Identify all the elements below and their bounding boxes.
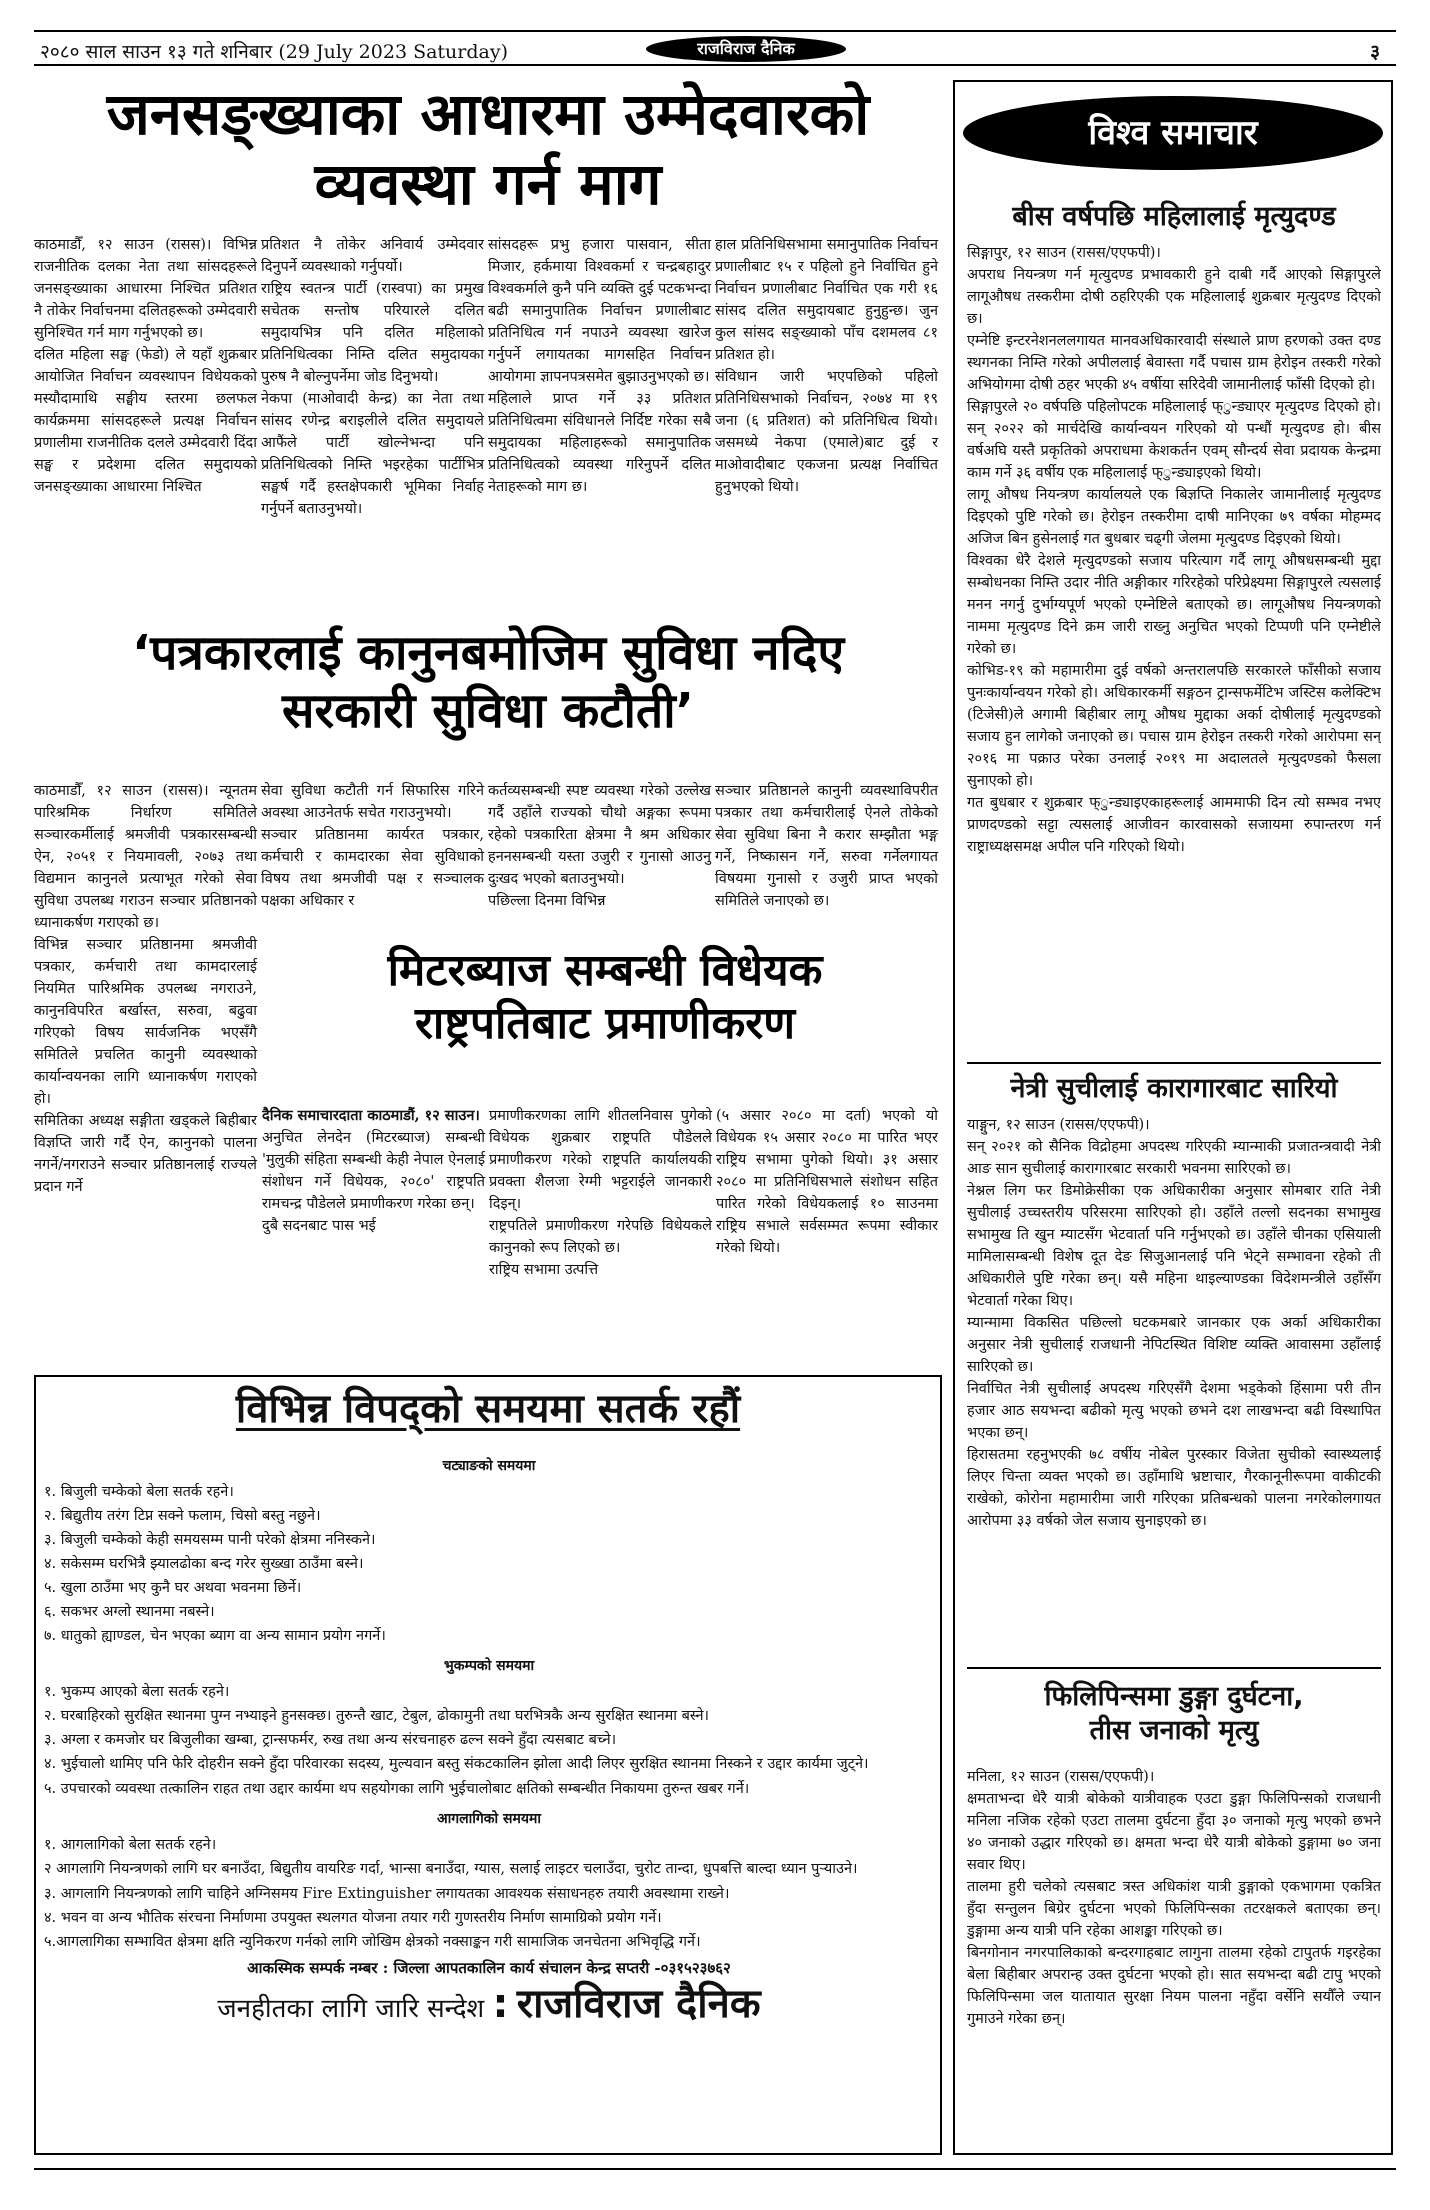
story3-paragraph: प्रमाणीकरणका लागि शीतलनिवास पुगेको विधेयक शुक्रबार राष्ट्रपति पौडेलले प्रमाणीकरण गरेको राष्ट्रपति कार्यालयकी प्रवक्ता शैलजा रेग्मी भट्टराईले जानकारी दिइन्। (489, 1108, 712, 1212)
list-item: ३. बिजुली चम्केको केही समयसम्म पानी परेको क्षेत्रमा ननिस्कने। (44, 1532, 376, 1548)
world-story3-paragraph: मनिला, १२ साउन (रासस/एएफपी)। (967, 1769, 1155, 1785)
story2-paragraph: पछिल्ला दिनमा विभिन्न (488, 893, 606, 909)
world-story1-paragraph: गत बुधबार र शुक्रबार फ्ुन्ड्याइएकाहरूलाई आममाफी दिन त्यो सम्भव नभए प्राणदण्डको सट्टा त्यसलाई आजीवन कारवासको सजायमा रुपान्तरण गर्न राष्ट्राध्यक्षसमक्ष अपील पनि गरिएको थियो। (967, 795, 1381, 855)
alert-section-heading: चट्याङको समयमा (442, 1458, 536, 1474)
list-item: १. भुकम्प आएको बेला सतर्क रहने। (44, 1684, 230, 1700)
story1-paragraph: महिलाले प्राप्त गर्ने ३३ प्रतिशत प्रतिनिधित्वमा संविधानले निर्दिष्ट गरेका सबै समुदायका महिलाहरूको समानुपातिक प्रतिनिधित्वको व्यवस्था गरिनुपर्ने दलित नेताहरूको माग छ। (488, 391, 711, 495)
world-story3-headline-line1: फिलिपिन्समा डुङ्गा दुर्घटना, (1044, 1681, 1304, 1712)
story3-column (716, 1105, 942, 1361)
lightning-list (44, 1481, 934, 1647)
story1-headline-line2: व्यवस्था गर्न माग (314, 149, 662, 218)
world-story1-paragraph: एम्नेष्टि इन्टरनेशनललगायत मानवअधिकारवादी संस्थाले प्राण हरणको उक्त दण्ड स्थगनका निम्ति गरेको अपीललाई बेवास्ता गर्दै पचास ग्राम हेरोइन तस्करी गरेको अभियोगमा दोषी ठहर भएकी ४५ वर्षीया सरिदेवी जामानीलाई फाँसी दिएको हो। (967, 333, 1381, 393)
story3-paragraph: (५ असार २०८० मा दर्ता) भएको यो विधेयक १५ असार २०८० मा पारित भएर राष्ट्रिय सभामा पुगेको थियो। ३१ असार २०८० मा प्रतिनिधिसभाले संशोधन सहित पारित गरेको विधेयकलाई १० साउनमा राष्ट्रिय सभाले सर्वसम्मत रूपमा स्वीकार गरेको थियो। (716, 1108, 938, 1256)
story2-headline-line2: सरकारी सुविधा कटौती’ (282, 682, 694, 739)
list-item: ४. भवन वा अन्य भौतिक संरचना निर्माणमा उपयुक्त स्थलगत योजना तयार गरी गुणस्तरीय निर्माण सामाग्रिको प्रयोग गर्ने। (44, 1910, 662, 1926)
list-item: ५. उपचारको व्यवस्था तत्कालिन राहत तथा उद्दार कार्यमा थप सहयोगका लागि भुईचालोबाट क्षतिको सम्बन्धीत निकायमा तुरुन्त खबर गर्ने। (44, 1781, 750, 1797)
world-story3-headline-line2: तीस जनाको मृत्यु (1089, 1714, 1259, 1746)
story3-column (489, 1105, 716, 1361)
world-news-column (953, 80, 1393, 2155)
emergency-contact: आकस्मिक सम्पर्क नम्बर : जिल्ला आपतकालिन कार्य संचालन केन्द्र सप्तरी -०३१५२३७६२ (247, 1959, 731, 1977)
world-story1-paragraph: सिङ्गापुरले २० वर्षपछि पहिलोपटक महिलालाई फ्ुन्ड्याएर मृत्युदण्ड दिएको हो। सन् २०२२ को मार्चदेखि कार्यान्वयन गरिएको यो पन्धौं मृत्युदण्ड हो। बीस वर्षअघि यस्तै प्रकृतिको अपराधमा केशकर्तन एवम् सौन्दर्य सेवा प्रदायक केन्द्रमा काम गर्ने ३६ वर्षीय एक महिलालाई फ्ुन्ड्याइएको थियो। (967, 399, 1381, 481)
slogan-paper-name: राजविराज दैनिक (516, 1981, 761, 2027)
world-story1-paragraph: कोभिड-१९ को महामारीमा दुई वर्षको अन्तरालपछि सरकारले फाँसीको सजाय पुनःकार्यान्वयन गरेको हो। अधिकारकर्मी सङ्गठन ट्रान्सफर्मेटिभ जस्टिस कलेक्टिभ (टिजेसी)ले अगामी बिहीबार लागू औषध मुद्दाका अर्का दोषीलाई मृत्युदण्डको सजाय हुन लागेको जनाएको छ। पचास ग्राम हेरोइन तस्करी गरेको आरोपमा सन् २०१६ मा पक्राउ परेका उनलाई २०१९ मा अदालतले मृत्युदण्डको फैसला सुनाएको हो। (967, 663, 1381, 789)
world-story1-headline: बीस वर्षपछि महिलालाई मृत्युदण्ड (1012, 201, 1336, 232)
story1-paragraph: प्रतिशत नै तोकेर अनिवार्य उम्मेदवार दिनुपर्ने व्यवस्थाको गर्नुपर्यो। (261, 237, 484, 275)
alert-title-text: विभिन्न विपद्को समयमा सतर्क रहौं (235, 1386, 741, 1432)
slogan-colon: : (492, 1981, 509, 2027)
list-item: १. बिजुली चम्केको बेला सतर्क रहने। (44, 1484, 234, 1500)
story1-column (488, 234, 715, 614)
story3-paragraph: राष्ट्रपतिले प्रमाणीकरण गरेपछि विधेयकले कानुनको रूप लिएको छ। (489, 1218, 712, 1256)
story1-column (715, 234, 942, 614)
list-item: ५.आगलागिका सम्भावित क्षेत्रमा क्षति न्युनिकरण गर्नको लागि जोखिम क्षेत्रको नक्साङ्कन गरी सामाजिक जनचेतना अभिवृद्धि गर्ने। (44, 1934, 701, 1950)
list-item: ३. आगलागि नियन्त्रणको लागि चाहिने अग्निसमय Fire Extinguisher लगायतका आवश्यक संसाधनहरु तयारी अवस्थामा राख्ने। (44, 1886, 730, 1902)
story2-paragraph: सञ्चार प्रतिष्ठानले कानुनी व्यवस्थाविपरीत पत्रकार तथा कर्मचारीलाई ऐनले तोकेको सेवा सुविधा बिना नै करार सम्झौता भङ्ग गर्ने, निष्कासन गर्ने, सरुवा गर्नेलगायत विषयमा गुनासो र उजुरी प्राप्त भएको समितिले जनाएको छ। (715, 783, 938, 909)
list-item: २. बिद्युतीय तरंग टिप्न सक्ने फलाम, चिसो बस्तु नछुने। (44, 1508, 321, 1524)
earthquake-list (44, 1681, 934, 1800)
story2-column (261, 780, 488, 930)
world-story3-headline (967, 1680, 1381, 1748)
masthead (34, 30, 1396, 66)
story1-paragraph: सांसदहरू प्रभु हजारा पासवान, सीता मिजार, हर्कमाया विश्वकर्मा र चन्द्रबहादुर विश्वकर्माले कुनै पनि व्यक्ति दुई पटकभन्दा बढी समानुपातिक निर्वाचन प्रणालीबाट प्रतिनिधित्व गर्न नपाउने व्यवस्था खारेज गर्नुपर्ने लगायतका मागसहित निर्वाचन आयोगमा ज्ञापनपत्रसमेत बुझाउनुभएको छ। (488, 237, 711, 385)
list-item: २. घरबाहिरको सुरक्षित स्थानमा पुग्न नभ्याइने हुनसक्छ। तुरुन्तै खाट, टेबुल, ढोकामुनी तथा घरभित्रकै अन्य सुरक्षित स्थानमा बस्ने। (44, 1708, 710, 1724)
list-item: ७. धातुको ह्याण्डल, चेन भएका ब्याग वा अन्य सामान प्रयोग नगर्ने। (44, 1628, 386, 1644)
story1-headline (34, 80, 942, 219)
disaster-alert-box (34, 1375, 942, 2155)
world-story2-headline: नेत्री सुचीलाई कारागारबाट सारियो (1010, 1073, 1338, 1104)
world-story1-body (967, 242, 1381, 1042)
story1-column (34, 234, 261, 614)
story2-column (488, 780, 715, 930)
world-story3-paragraph: बिनगोनान नगरपालिकाको बन्दरगाहबाट लागुना तालमा रहेको टापुतर्फ गइरहेका बेला बिहीबार अपरान्ह उक्त दुर्घटना भएको हो। सात सयभन्दा बढी टापु भएको फिलिपिन्समा जल यातायात सुरक्षा नियम पालना नहुँदा वर्सेनि सयौँले ज्यान गुमाउने गरेका छन्। (967, 1945, 1381, 2027)
world-story2-paragraph: हिरासतमा रहनुभएकी ७८ वर्षीय नोबेल पुरस्कार विजेता सुचीको स्वास्थ्यलाई लिएर चिन्ता व्यक्त भएको छ। उहाँमाथि भ्रष्टाचार, गैरकानूनीरूपमा वाकीटकी राखेको, कोरोना महामारीमा जारी गरिएका प्रतिबन्धको पालना नगरेकोलगायत आरोपमा ३३ वर्षको जेल सजाय सुनाइएको छ। (967, 1447, 1381, 1529)
world-story3-paragraph: क्षमताभन्दा धेरै यात्री बोकेको यात्रीवाहक एउटा डुङ्गा फिलिपिन्सको राजधानी मनिला नजिक रहेको एउटा तालमा दुर्घटना हुँदा ३० जनाको मृत्यु भएको छभने ४० जनाको उद्धार गरिएको छ। क्षमता भन्दा धेरै यात्री बोकेको डुङ्गामा ७० जना सवार थिए। (967, 1791, 1381, 1873)
bottom-rule (34, 2168, 1396, 2170)
world-story2-body (967, 1114, 1381, 1754)
divider (967, 1062, 1381, 1064)
world-story2-paragraph: निर्वाचित नेत्री सुचीलाई अपदस्थ गरिएसँगै देशमा भड्केको हिंसामा परी तीन हजार आठ सयभन्दा बढीको मृत्यु भएको छभने दश लाखभन्दा बढी विस्थापित भएका छन्। (967, 1381, 1381, 1441)
story2-paragraph: सञ्चार प्रतिष्ठानमा कार्यरत पत्रकार, कर्मचारी र कामदारका सेवा सुविधाको विषय तथा श्रमजीवी पक्ष र सञ्चालक पक्षका अधिकार र (261, 827, 484, 909)
list-item: २ आगलागि नियन्त्रणको लागि घर बनाउँदा, बिद्युतीय वायरिङ गर्दा, भान्सा बनाउँदा, ग्यास, सलाई लाइटर चलाउँदा, चुरोट तान्दा, धुपबत्ति बाल्दा ध्यान पुऱ्याउने। (44, 1861, 858, 1877)
slogan-prefix: जनहीतका लागि जारि सन्देश (217, 1994, 485, 2024)
story2-paragraph: काठमाडौँ, १२ साउन (रासस)। न्यूनतम पारिश्रमिक निर्धारण समितिले सञ्चारकर्मीलाई श्रमजीवी पत्रकारसम्बन्धी ऐन, २०५१ र नियमावली, २०७३ तथा विद्यमान कानुनले प्रत्याभूत गरेको सेवा सुविधा उपलब्ध गराउन सञ्चार प्रतिष्ठानको ध्यानाकर्षण गराएको छ। (34, 783, 257, 931)
story1-paragraph: दलित महिला सङ्घ (फेडो) ले यहाँ शुक्रबार आयोजित निर्वाचन व्यवस्थापन विधेयकको मस्यौदामाथि सङ्घीय स्तरमा छलफल कार्यक्रममा सांसदहरूले प्रत्यक्ष निर्वाचन प्रणालीमा राजनीतिक दलले उम्मेदवारी दिंदा सङ्घ र प्रदेशमा दलित समुदायको जनसङ्ख्याका आधारमा निश्चित (34, 347, 257, 495)
story3-headline (268, 945, 942, 1051)
world-story2-paragraph: याङ्गुन, १२ साउन (रासस/एएफपी)। (967, 1117, 1150, 1133)
story3-column (262, 1105, 489, 1361)
story3-headline-line1: मिटरब्याज सम्बन्धी विधेयक (387, 945, 823, 996)
story2-paragraph: सेवा सुविधा कटौती गर्न सिफारिस गरिने अवस्था आउनेतर्फ सचेत गराउनुभयो। (261, 783, 484, 821)
list-item: ४. सकेसम्म घरभित्रै झ्यालढोका बन्द गरेर सुख्खा ठाउँमा बस्ने। (44, 1556, 364, 1572)
story1-headline-line1: जनसङ्ख्याका आधारमा उम्मेदवारको (106, 80, 870, 148)
story3-body (262, 1105, 942, 1361)
story3-paragraph: राष्ट्रिय सभामा उत्पत्ति (489, 1262, 599, 1278)
story1-body (34, 234, 942, 614)
story2-headline-line1: ‘पत्रकारलाई कानुनबमोजिम सुविधा नदिए (131, 625, 845, 681)
story1-paragraph: संविधान जारी भएपछिको पहिलो प्रतिनिधिसभाको निर्वाचन, २०७४ मा १९ जना (६ प्रतिशत) को प्रतिनिधित्व थियो। जसमध्ये नेकपा (एमाले)बाट दुई र माओवादीबाट एकजना प्रत्यक्ष निर्वाचित हुनुभएको थियो। (715, 369, 938, 495)
story2-column (715, 780, 942, 930)
list-item: ६. सकभर अग्लो स्थानमा नबस्ने। (44, 1604, 215, 1620)
masthead-paper-name: राजविराज दैनिक (646, 36, 846, 62)
story1-paragraph: नेकपा (माओवादी केन्द्र) का नेता तथा सांसद रणेन्द्र बराइलीले दलित समुदायले आफैंले पार्टी खोल्नेभन्दा पनि प्रतिनिधित्वको निम्ति भइरहेका पार्टीभित्र सङ्घर्ष गर्दै हस्तक्षेपकारी भूमिका निर्वाह गर्नुपर्ने बताउनुभयो। (261, 391, 484, 517)
story3-paragraph: दुबै सदनबाट पास भई (262, 1218, 376, 1234)
world-story2-paragraph: नेश्नल लिग फर डिमोक्रेसीका एक अधिकारीका अनुसार सोमबार राति नेत्री सुचीलाई उच्चस्तरीय परिसरमा सारिएको हो। उहाँले तल्लो सदनका सभामुख सभामुख ति खुन म्याटसँग भेटवार्ता पनि गर्नुभएको छ। उहाँले चीनका एसियाली मामिलासम्बन्धी विशेष दूत देङ सिजुआनलाई पनि भेट्ने सम्भावना रहेको ती अधिकारीले पुष्टि गरेका छन्। यसै महिना थाइल्याण्डका विदेशमन्त्रीले उहाँसँग भेटवार्ता गरेका थिए। (967, 1183, 1381, 1309)
list-item: ४. भुईचालो थामिए पनि फेरि दोहरीन सक्ने हुँदा परिवारका सदस्य, मुल्यवान बस्तु संकटकालिन झोला आदी लिएर सुरक्षित स्थानमा निस्कने र उद्दार कार्यमा जुट्ने। (44, 1756, 869, 1772)
alert-section-heading: आगलागिको समयमा (436, 1811, 542, 1827)
list-item: १. आगलागिको बेला सतर्क रहने। (44, 1837, 217, 1853)
story1-paragraph: राष्ट्रिय स्वतन्त्र पार्टी (रास्वपा) का प्रमुख सचेतक सन्तोष परियारले दलित समुदायभित्र पनि दलित महिलाको प्रतिनिधित्वका निम्ति दलित समुदायका पुरुष नै बोल्नुपर्नेमा जोड दिनुभयो। (261, 281, 484, 385)
world-story3-body (967, 1766, 1381, 2146)
alert-section-heading: भुकम्पको समयमा (443, 1658, 535, 1674)
alert-slogan (44, 1981, 934, 2027)
world-story2-paragraph: सन् २०२१ को सैनिक विद्रोहमा अपदस्थ गरिएकी म्यान्माकी प्रजातन्त्रवादी नेत्री आङ सान सुचीलाई कारागारबाट सरकारी भवनमा सारिएको छ। (967, 1139, 1381, 1177)
page-number: ३ (1370, 41, 1380, 63)
story3-paragraph: अनुचित लेनदेन (मिटरब्याज) सम्बन्धी 'मुलुकी संहिता सम्बन्धी केही नेपाल ऐनलाई संशोधन गर्ने विधेयक, २०८०' राष्ट्रपति रामचन्द्र पौडेलले प्रमाणीकरण गरेका छन्। (262, 1130, 485, 1212)
story2-headline (34, 625, 942, 740)
story2-paragraph: विभिन्न सञ्चार प्रतिष्ठानमा श्रमजीवी पत्रकार, कर्मचारी तथा कामदारलाई नियमित पारिश्रमिक उपलब्ध नगराउने, कानुनविपरित बर्खास्त, सरुवा, बढुवा गरिएको विषय सार्वजनिक भएसँगै समितिले प्रचलित कानुनी व्यवस्थाको कार्यान्वयनका लागि ध्यानाकर्षण गराएको हो। (34, 937, 257, 1107)
world-story1-paragraph: विश्वका धेरै देशले मृत्युदण्डको सजाय परित्याग गर्दै लागू औषधसम्बन्धी मुद्दा सम्बोधनका निम्ति उदार नीति अङ्गीकार गरिरहेको परिप्रेक्ष्यमा सिङ्गापुरले त्यसलाई मनन नगर्नु दुर्भाग्यपूर्ण भएको एम्नेष्टिले बताएको छ। लागूऔषध नियन्त्रणको नाममा मृत्युदण्ड दिने क्रम जारी राख्नु अनुचित भएको टिप्पणी पनि एम्नेष्टीले गरेको छ। (967, 553, 1381, 657)
story1-paragraph: हाल प्रतिनिधिसभामा समानुपातिक निर्वाचन प्रणालीबाट १५ र पहिलो हुने निर्वाचित हुने निर्वाचन प्रणालीबाट निर्वाचित एक गरी १६ सांसद दलित समुदायबाट हुनुहुन्छ। जुन कुल सांसद सङ्ख्याको पाँच दशमलव ८१ प्रतिशत हो। (715, 237, 938, 363)
story2-paragraph: समितिका अध्यक्ष सङ्गीता खड्कले बिहीबार विज्ञप्ति जारी गर्दै ऐन, कानुनको पालना नगर्ने/नगराउने सञ्चार प्रतिष्ठानलाई राज्यले प्रदान गर्ने (34, 1113, 257, 1195)
story1-paragraph: काठमाडौँ, १२ साउन (रासस)। विभिन्न राजनीतिक दलका नेता तथा सांसदहरूले जनसङ्ख्याका आधारमा निश्चित प्रतिशत नै तोकेर निर्वाचनमा दलितहरूको उम्मेदवारी सुनिश्चित गर्न माग गर्नुभएको छ। (34, 237, 257, 341)
story1-column (261, 234, 488, 614)
world-story1-paragraph: अपराध नियन्त्रण गर्न मृत्युदण्ड प्रभावकारी हुने दाबी गर्दै आएको सिङ्गापुरले लागूऔषध तस्करीमा दोषी ठहरिएकी एक महिलालाई शुक्रबार मृत्युदण्ड दिएको छ। (967, 267, 1381, 327)
story2-column (34, 780, 261, 1360)
story2-paragraph: कर्तव्यसम्बन्धी स्पष्ट व्यवस्था गरेको उल्लेख गर्दै उहाँले राज्यको चौथो अङ्गका रूपमा रहेको पत्रकारिता क्षेत्रमा नै श्रम अधिकार हननसम्बन्धी यस्ता उजुरी र गुनासो आउनु दुःखद भएको बताउनुभयो। (488, 783, 711, 887)
issue-date: २०८० साल साउन १३ गते शनिबार (29 July 2023 Saturday) (40, 41, 509, 63)
list-item: ३. अग्ला र कमजोर घर बिजुलीका खम्बा, ट्रान्सफर्मर, रुख तथा अन्य संरचनाहरु ढल्न सक्ने हुँदा त्यसबाट बच्ने। (44, 1732, 617, 1748)
world-story3-paragraph: तालमा हुरी चलेको त्यसबाट त्रस्त अधिकांश यात्री डुङ्गाको एकभागमा एकत्रित हुँदा सन्तुलन बिग्रेर दुर्घटना भएको फिलिपिन्सका तटरक्षकले बताएका छन्। डुङ्गामा अन्य यात्री पनि रहेका आशङ्का गरिएको छ। (967, 1879, 1381, 1939)
world-story2-paragraph: म्यान्मामा विकसित पछिल्लो घटकमबारे जानकार एक अर्का अधिकारीका अनुसार नेत्री सुचीलाई राजधानी नेपिटस्थित विशिष्ट व्यक्ति आवासमा उहाँलाई सारिएको छ। (967, 1315, 1381, 1375)
divider (967, 1667, 1381, 1669)
alert-title (36, 1385, 940, 1433)
story3-headline-line2: राष्ट्रपतिबाट प्रमाणीकरण (414, 997, 796, 1049)
world-story1-paragraph: लागू औषध नियन्त्रण कार्यालयले एक बिज्ञप्ति निकालेर जामानीलाई मृत्युदण्ड दिइएको पुष्टि गरेको छ। हेरोइन तस्करीमा दाषी मानिएका ७९ वर्षका मोहम्मद अजिज बिन हुसेनलाई गत बुधबार चढ्गी जेलमा मृत्युदण्ड दिइएको थियो। (967, 487, 1381, 547)
story3-paragraph: दैनिक समाचारदाता काठमाडौं, १२ साउन। (262, 1107, 480, 1124)
alert-list (44, 1447, 934, 2027)
world-story1-paragraph: सिङ्गापुर, १२ साउन (रासस/एएफपी)। (967, 245, 1161, 261)
world-news-banner: विश्व समाचार (963, 96, 1383, 170)
list-item: ५. खुला ठाउँमा भए कुनै घर अथवा भवनमा छिर्ने। (44, 1580, 302, 1596)
fire-list (44, 1834, 934, 1953)
